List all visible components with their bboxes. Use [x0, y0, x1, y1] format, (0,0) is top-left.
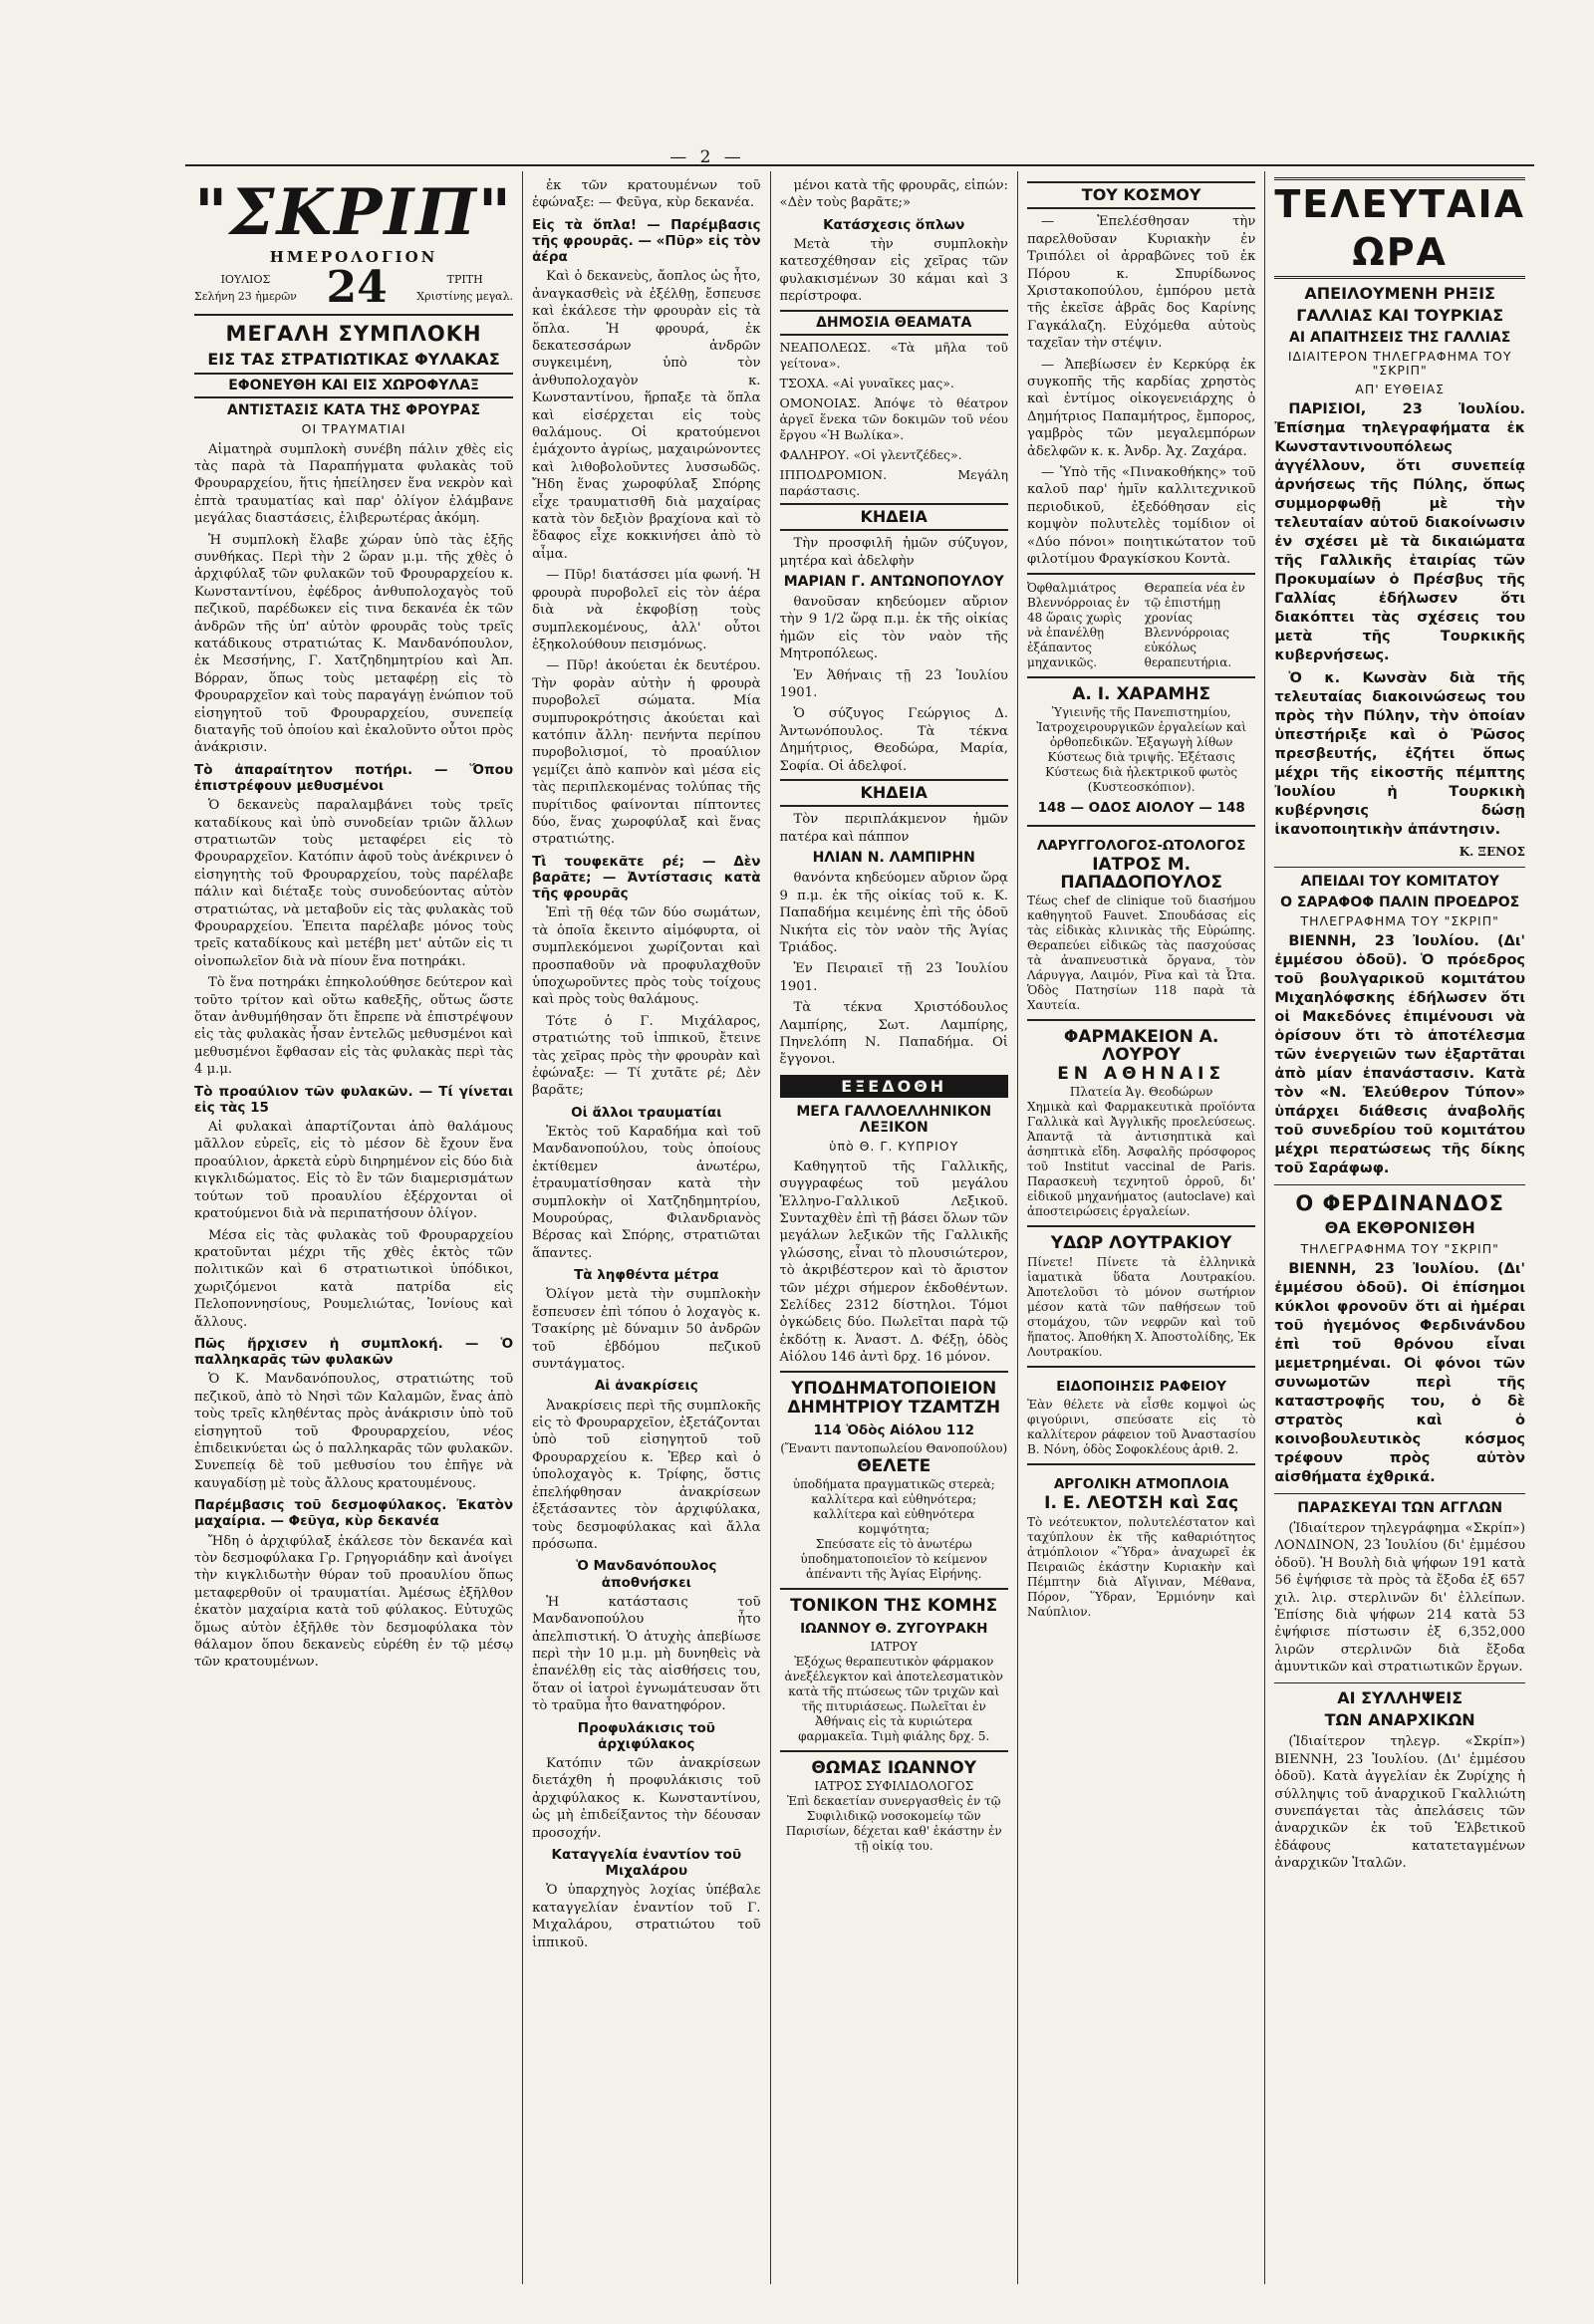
tailor-ad: [1027, 1366, 1255, 1463]
divider: [1274, 1184, 1525, 1185]
ent-doctor-ad: [1027, 825, 1255, 1019]
publication-text: Καθηγητοῦ τῆς Γαλλικῆς, συγγραφέως τοῦ μεγάλου Ἑλληνο-Γαλλικοῦ Λεξικοῦ. Συνταχθὲν ἐπὶ τῇ βάσει ὅλων τῶν μεγάλων λεξικῶν τῆς Γαλλικῆς γλώσσης, εἶναι τὸ πλουσιώτερον, τὸ ἀκριβέστερον καὶ τὸ ἄριστον τῶν μέχρι σήμερον ἐκδοθέντων. Σελίδες 2312 δίστηλοι. Τόμοι ὀγκώδεις δύο. Πωλεῖται παρὰ τῷ ἐκδότῃ κ. Ἀναστ. Δ. Φέξῃ, ὁδὸς Αἰόλου 146 ἀντὶ δρχ. 16 μόνον.: [779, 1159, 1008, 1366]
funeral-text: Τὴν προσφιλῆ ἡμῶν σύζυγον, μητέρα καὶ ἀδελφὴν: [779, 536, 1008, 569]
funeral-heading: ΚΗΔΕΙΑ: [780, 779, 1008, 807]
headline: ΤΗΛΕΓΡΑΦΗΜΑ ΤΟΥ "ΣΚΡΙΠ": [1300, 1240, 1499, 1256]
theatre-listing: ΙΠΠΟΔΡΟΜΙΟΝ. Μεγάλη παράστασις.: [779, 466, 1008, 498]
ad-body: Τὸ νεότευκτον, πολυτελέστατον καὶ ταχύπλουν ἐκ τῆς καθαριότητος ἀτμόπλοιον «Ὕδρα» ἀναχωρεῖ ἐκ Πειραιῶς ἑκάστην Κυριακὴν καὶ Πέμπτην διὰ Αἴγιναν, Μέθανα, Πόρον, Ὕδραν, Ἑρμιόνην καὶ Ναύπλιον.: [1026, 1514, 1256, 1619]
telegram-text: ΒΙΕΝΝΗ, 23 Ἰουλίου. (Δι' ἐμμέσου ὁδοῦ). Ὁ πρόεδρος τοῦ βουλγαρικοῦ κομιτάτου Μιχαηλόφσκης ἐδήλωσεν ὅτι οἱ Μακεδόνες ἐπιμένουσι νὰ ὁρίσουν ὅτι τὸ ἀποτέλεσμα τῶν ἐνεργειῶν των ἐξαρτᾶται ἀπὸ μίαν ἐπανάστασιν. Κατὰ τὸν «Ν. Ἐλεύθερον Τύπον» ὑπάρχει διάθεσις ἀναβολῆς τοῦ συνεδρίου τοῦ κομιτάτου μέχρι περατώσεως τῆς δίκης τοῦ Σαράφωφ.: [1274, 932, 1525, 1176]
headline: ΠΑΡΑΣΚΕΥΑΙ ΤΩΝ ΑΓΓΛΩΝ: [1297, 1499, 1503, 1516]
date-month: ΙΟΥΛΙΟΣ: [220, 273, 271, 286]
column-5: [1264, 171, 1534, 2284]
telegram-text: ΠΑΡΙΣΙΟΙ, 23 Ἰουλίου. Ἐπίσημα τηλεγραφήματα ἐκ Κωνσταντινουπόλεως ἀγγέλλουν, ὅτι συνεπείᾳ ἀρνήσεως τῆς Πύλης, ὅπως συμμορφωθῇ μὲ τὴν τελευταίαν αὐτοῦ διακοίνωσιν ἐν σχέσει μὲ τὰ δικαιώματα τῆς Γαλλικῆς ἑταιρίας τῶν Προκυμαίων ὁ Πρέσβυς τῆς Γαλλίας ἐδήλωσεν ὅτι διακόπτει τὰς σχέσεις του μετὰ τῆς Τουρκικῆς κυβερνήσεως.: [1274, 401, 1525, 663]
headline: Ο ΦΕΡΔΙΝΑΝΔΟΣ: [1295, 1190, 1505, 1215]
theatre-listing: ΟΜΟΝΟΙΑΣ. Ἀπόψε τὸ θέατρον ἀργεῖ ἕνεκα τῶν δοκιμῶν τοῦ νέου ἔργου «Ἡ Βωλίκα».: [779, 394, 1008, 442]
ad-body: Τέως chef de clinique τοῦ διασήμου καθηγητοῦ Fauvet. Σπουδάσας εἰς τὰς εἰδικὰς κλινικὰς τῆς Εὐρώπης. Θεραπεύει εἰδικῶς τὰς πασχούσας τὰ ἀναπνευστικὰ ὄργανα, τὸν Λάρυγγα, Λαιμόν, Ρῖνα καὶ τὰ Ὦτα. Ὁδὸς Πατησίων 118 παρὰ τὰ Χαυτεία.: [1026, 894, 1256, 1013]
water-ad: [1027, 1225, 1255, 1365]
headline: ΓΑΛΛΙΑΣ ΚΑΙ ΤΟΥΡΚΙΑΣ: [1296, 306, 1504, 326]
telegram-text: ΒΙΕΝΝΗ, 23 Ἰουλίου. (Δι' ἐμμέσου ὁδοῦ). Οἱ ἐπίσημοι κύκλοι φρονοῦν ὅτι αἱ ἡμέραι τοῦ ἡγεμόνος Φερδινάνδου ἐπὶ τοῦ θρόνου εἶναι μεμετρημέναι. Οἱ φόνοι τῶν συνωμοτῶν περὶ τῆς καταστροφῆς του, ὁ δὲ στρατὸς καὶ ὁ κοινοβουλευτικὸς κόσμος τρέφουν πρὸς αὐτὸν αἰσθήματα ἐχθρικά.: [1274, 1260, 1525, 1485]
ad-title: ΛΑΡΥΓΓΟΛΟΓΟΣ-ΩΤΟΛΟΓΟΣ: [1036, 838, 1246, 855]
article-paragraph: Ἡ κατάστασις τοῦ Μανδανοπούλου ἦτο ἀπελπιστική. Ὁ ἀτυχὴς ἀπεβίωσε περὶ τὴν 10 μ.μ. μὴ δυνηθεὶς νὰ ἐπανέλθῃ εἰς τὰς αἰσθήσεις του, ὅταν οἱ ἰατροὶ ἐγνωμάτευσαν ὅτι τὸ τραῦμα ἦτο θανατηφόρον.: [532, 1594, 761, 1714]
world-news-item: — Ἀπεβίωσεν ἐν Κερκύρᾳ ἐκ συγκοπῆς τῆς καρδίας χρηστὸς καὶ ἐντίμος οἰκογενειάρχης ὁ Δημήτριος Παπαμήτρος, ἔμπορος, γαμβρὸς τῶν μεγαλεμπόρων ἀδελφῶν κ. κ. Ἀνδρ. Ἀχ. Ζαχάρα.: [1026, 357, 1256, 459]
author-signature: Κ. ΞΕΝΟΣ: [1459, 845, 1525, 859]
page-number: — 2 —: [669, 147, 745, 167]
article-paragraph: Ὁ ὑπαρχηγὸς λοχίας ὑπέβαλε καταγγελίαν ἐναντίον τοῦ Γ. Μιχαλάρου, στρατιώτου τοῦ ἱππικοῦ.: [532, 1883, 761, 1950]
ad-body: Χημικὰ καὶ Φαρμακευτικὰ προϊόντα Γαλλικὰ καὶ Ἀγγλικῆς προελεύσεως. Ἀπαντᾷ τὰ ἀντισηπτικὰ καὶ ἀσηπτικὰ εἴδη. Ἀσφαλῆς πρόσφορος τοῦ Institut vaccinal de Paris. Παρασκευὴ τεχνητοῦ ὀρροῦ, δι' εἰδικοῦ μηχανήματος (autoclave) καὶ ἀποστειρώσεις ἐργαλείων.: [1026, 1100, 1256, 1219]
article-subhead: Κατάσχεσις ὅπλων: [823, 216, 965, 233]
article-paragraph: Ἐπὶ τῇ θέᾳ τῶν δύο σωμάτων, τὰ ὁποῖα ἔκειντο αἱμόφυρτα, οἱ συμπλεκόμενοι χωρίζονται καὶ προσπαθοῦν νὰ προφυλαχθοῦν ὑποχωροῦντες πρὸς τοὺς τοίχους καὶ πρὸς τοὺς θαλάμους.: [532, 905, 761, 1008]
article-paragraph: Αἱ φυλακαὶ ἀπαρτίζονται ἀπὸ θαλάμους μᾶλλον εὐρεῖς, εἰς τὸ μέσον δὲ ἔχουν ἕνα προαύλιον, ἀρκετὰ εὐρὺ διηρημένον εἰς δύο διὰ κιγκλιδώματος. Εἰς τὸ ἓν τῶν διαμερισμάτων τούτων τοῦ προαυλίου ἐξέρχονται οἱ κρατούμενοι διὰ νὰ περιπατήσουν ὀλίγον.: [194, 1120, 514, 1222]
column-2: [522, 171, 769, 2284]
date-saint: Χριστίνης μεγαλ.: [416, 290, 514, 304]
headline: ΘΑ ΕΚΘΡΟΝΙΣΘΗ: [1324, 1218, 1475, 1238]
article-paragraph: μένοι κατὰ τῆς φρουρᾶς, εἰπών: «Δὲν τοὺς βαρᾶτε;»: [779, 178, 1008, 211]
article-paragraph: Μέσα εἰς τὰς φυλακὰς τοῦ Φρουραρχείου κρατοῦνται μέχρι τῆς χθὲς ἐκτὸς τῶν πολιτικῶν καὶ 6 στρατιωτικοὶ ὑπόδικοι, χωριζόμενοι κατὰ πατρίδα εἰς Πελοποννησίους, Ρουμελιώτας, Ἰονίους καὶ ἄλλους.: [194, 1227, 514, 1330]
date-weekday: ΤΡΙΤΗ: [446, 273, 483, 286]
funeral-text: Ὁ σύζυγος Γεώργιος Δ. Ἀντωνόπουλος. Τὰ τέκνα Δημήτριος, Θεοδώρα, Μαρία, Σοφία. Οἱ ἀδελφοί.: [779, 706, 1008, 774]
funeral-text: Τὸν περιπλάκμενον ἡμῶν πατέρα καὶ πάππον: [779, 812, 1008, 845]
theatre-listing: ΤΣΟΧΑ. «Αἱ γυναῖκες μας».: [779, 375, 954, 390]
article-subhead: Τὶ τουφεκᾶτε ρέ; — Δὲν βαρᾶτε; — Ἀντίστασις κατὰ τῆς φρουρᾶς: [532, 853, 761, 903]
theatre-listing: ΦΑΛΗΡΟΥ. «Οἱ γλεντζέδες».: [779, 446, 962, 462]
headline: ΑΙ ΑΠΑΙΤΗΣΕΙΣ ΤΗΣ ΓΑΛΛΙΑΣ: [1289, 329, 1511, 346]
ad-name: Ι. Ε. ΛΕΟΤΣΗ καὶ Σας: [1044, 1493, 1239, 1514]
article-subhead: Εἰς τὰ ὅπλα! — Παρέμβασις τῆς φρουρᾶς. — «Πῦρ» εἰς τὸν ἀέρα: [532, 216, 761, 266]
hair-tonic-ad: [780, 1588, 1008, 1750]
masthead-title: "ΣΚΡΙΠ": [194, 175, 514, 250]
dateline: [194, 262, 514, 314]
ad-name: ΙΩΑΝΝΟΥ Θ. ΖΥΓΟΥΡΑΚΗ: [800, 1620, 988, 1637]
date-day-number: 24: [326, 262, 388, 314]
publication-banner: ΕΞΕΔΟΘΗ: [780, 1075, 1008, 1098]
ad-line: ὑποδήματα πραγματικῶς στερεὰ;: [792, 1477, 995, 1492]
headline: ΑΙ ΣΥΛΛΗΨΕΙΣ: [1337, 1687, 1463, 1707]
column-1: [185, 171, 522, 2284]
article-paragraph: Ὁ Κ. Μανδανόπουλος, στρατιώτης τοῦ πεζικοῦ, ἀπὸ τὸ Νησὶ τῶν Καλαμῶν, ἔνας ἀπὸ τοὺς τρεῖς κληθέντας πρὸς ἀνάκρισιν ὑπὸ τοῦ εἰσηγητοῦ τοῦ Φρουραρχείου, νέος ἐπιδεικνύεται ὡς ὁ παλληκαρᾶς τῶν φυλακῶν. Συνεπείᾳ δὲ τοῦ μεθυσίου του ἐπῆγε νὰ καυγαδίσῃ μὲ τοὺς ἄλλους κρατουμένους.: [194, 1372, 514, 1491]
headline: ΤΗΛΕΓΡΑΦΗΜΑ ΤΟΥ "ΣΚΡΙΠ": [1300, 912, 1499, 928]
article-paragraph: Τότε ὁ Γ. Μιχάλαρος, στρατιώτης τοῦ ἱππικοῦ, ἔτεινε τὰς χεῖρας πρὸς τὴν φρουρὰν καὶ ἐφώναξε: — Τί χυτᾶτε ρέ; Δὲν βαρᾶτε;: [532, 1013, 761, 1099]
divider: [1274, 1682, 1525, 1683]
article-subhead: Αἱ ἀνακρίσεις: [594, 1378, 698, 1395]
funeral-text: θανοῦσαν κηδεύομεν αὔριον τὴν 9 1/2 ὥρᾳ π.μ. ἐκ τῆς οἰκίας ἡμῶν εἰς τὸν ναὸν τῆς Μητροπόλεως.: [779, 595, 1008, 662]
ad-name: ΘΩΜΑΣ ΙΩΑΝΝΟΥ: [811, 1757, 977, 1778]
column-3: [770, 171, 1017, 2284]
ad-name: Α. Ι. ΧΑΡΑΜΗΣ: [1072, 683, 1211, 704]
ad-subtitle: (Ἔναντι παντοπωλείου Θανοπούλου): [780, 1440, 1008, 1455]
ad-line: Σπεύσατε εἰς τὸ ἀνωτέρω ὑποδηματοποιεῖον τὸ κείμενον ἀπέναντι τῆς Ἁγίας Εἰρήνης.: [800, 1537, 988, 1582]
headline: ΑΠΕΙΔΑΙ ΤΟΥ ΚΟΜΙΤΑΤΟΥ: [1300, 874, 1499, 891]
ad-body: Πίνετε! Πίνετε τὰ ἑλληνικὰ ἰαματικὰ ὕδατα Λουτρακίου. Ἀποτελοῦσι τὸ μόνον σωτήριον μέσον κατὰ τῶν παθήσεων τοῦ στομάχου, τῶν νεφρῶν καὶ τοῦ ἥπατος. Ἀποθήκη Χ. Ἀποστολίδης, Ἐκ Λουτρακίου.: [1026, 1254, 1256, 1359]
article-paragraph: — Πῦρ! ἀκούεται ἐκ δευτέρου. Τὴν φορὰν αὐτὴν ἡ φρουρὰ πυροβολεῖ σώματα. Μία συμπυροκρότησις ἀκούεται καὶ κατόπιν ἄλλη· πενήντα περίπου πυροβολισμοί, τὸ προαύλιον γεμίζει ἀπὸ καπνὸν καὶ μέσα εἰς τὰς περιπλεκομένας τολύπας τῆς πυρίτιδος φαίνονται πίπτοντες δύο, ἕνας χωροφύλαξ καὶ ἕνας στρατιώτης.: [532, 658, 761, 848]
headline-sub-3: ΑΝΤΙΣΤΑΣΙΣ ΚΑΤΑ ΤΗΣ ΦΡΟΥΡΑΣ: [227, 402, 481, 419]
ad-callout: ΘΕΛΕΤΕ: [857, 1455, 931, 1476]
theatre-listing: ΝΕΑΠΟΛΕΩΣ. «Τὰ μῆλα τοῦ γείτονα».: [779, 339, 1008, 371]
ad-body: Ὀφθαλμιάτρος Βλεννόρροιας ἐν 48 ὥραις χωρὶς νὰ ἐπανέλθῃ ἐξάπαντος μηχανικῶς.: [1026, 580, 1130, 669]
last-hour-title: ΤΕΛΕΥΤΑΙΑ ΩΡΑ: [1274, 177, 1525, 279]
article-paragraph: Ἐκτὸς τοῦ Καραδήμα καὶ τοῦ Μανδανοπούλου, τοὺς ὁποίους ἐκτίθεμεν ἀνωτέρω, ἐτραυματίσθησαν κατὰ τὴν συμπλοκὴν οἱ Χατζηδημητρίου, Μουρούρας, Φιλανδριανὸς Βέρσας καὶ Σπόρης, στρατιῶται ἅπαντες.: [532, 1125, 761, 1261]
headline: ΙΔΙΑΙΤΕΡΟΝ ΤΗΛΕΓΡΑΦΗΜΑ ΤΟΥ "ΣΚΡΙΠ": [1287, 348, 1512, 379]
ad-city: ΕΝ ΑΘΗΝΑΙΣ: [1057, 1063, 1226, 1084]
ad-body: Ἐξόχως θεραπευτικὸν φάρμακον ἀνεξέλεγκτον καὶ ἀποτελεσματικὸν κατὰ τῆς πτώσεως τῶν τριχῶν καὶ τῆς πιτυριάσεως. Πωλεῖται ἐν Ἀθήναις εἰς τὰ κυριώτερα φαρμακεῖα. Τιμὴ φιάλης δρχ. 5.: [784, 1654, 1003, 1743]
ad-line: καλλίτερα καὶ εὐθηνότερα κομψότητα;: [813, 1507, 975, 1537]
headline: ΤΩΝ ΑΝΑΡΧΙΚΩΝ: [1324, 1710, 1475, 1730]
doctor-ad: [780, 1750, 1008, 1860]
ad-subtitle: ΙΑΤΡΟΥ: [870, 1639, 918, 1654]
ad-address: 114 Ὁδὸς Αἰόλου 112: [813, 1421, 974, 1438]
oculist-ad: [1027, 573, 1255, 676]
article-paragraph: Τὸ ἕνα ποτηράκι ἐπηκολούθησε δεύτερον καὶ τοῦτο τρίτον καὶ οὕτω καθεξῆς, οὕτως ὥστε ὅταν ἀνθυμήθησαν ὅτι ἔπρεπε νὰ ἐπιστρέψουν εἰς τὰς φυλακὰς ἦσαν ἐντελῶς μεθυσμένοι καὶ μεθυσμένοι ἔφθασαν εἰς τὰς φυλακὰς περὶ τὰς 4 μ.μ.: [194, 975, 514, 1078]
article-paragraph: Κατόπιν τῶν ἀνακρίσεων διετάχθη ἡ προφυλάκισις τοῦ ἀρχιφύλακος κ. Κωνσταντίνου, ὡς μὴ ἐπιδείξαντος τὴν δέουσαν προσοχήν.: [532, 1755, 761, 1841]
headline-sub-2: ΕΦΟΝΕΥΘΗ ΚΑΙ ΕΙΣ ΧΩΡΟΦΥΛΑΞ: [194, 373, 513, 398]
funeral-heading: ΚΗΔΕΙΑ: [780, 503, 1008, 531]
ad-name: ΙΑΤΡΟΣ Μ. ΠΑΠΑΔΟΠΟΥΛΟΣ: [1060, 855, 1222, 893]
headline: ΑΠΕΙΛΟΥΜΕΝΗ ΡΗΞΙΣ: [1304, 284, 1495, 303]
shipping-ad: [1027, 1463, 1255, 1626]
funeral-name: ΗΛΙΑΝ Ν. ΛΑΜΠΙΡΗΝ: [812, 850, 975, 867]
ad-body: Θεραπεία νέα ἐν τῷ ἐπιστήμῃ χρονίας Βλεννόρροιας εὐκόλως θεραπευτήρια.: [1144, 580, 1245, 669]
article-paragraph: Ὀλίγον μετὰ τὴν συμπλοκὴν ἔσπευσεν ἐπὶ τόπου ὁ λοχαγὸς κ. Τσακίρης μὲ δύναμιν 50 ἀνδρῶν τοῦ ἑβδόμου πεζικοῦ συντάγματος.: [532, 1287, 761, 1373]
world-news-item: — Ὑπὸ τῆς «Πινακοθήκης» τοῦ καλοῦ παρ' ἡμῖν καλλιτεχνικοῦ περιοδικοῦ, ἐξεδόθησαν εἰς κομψὸν πολυτελὲς τομίδιον οἱ «Δύο πόνοι» ποιητικώτατον τοῦ φιλοτίμου Φραγκίσκου Κοντὰ.: [1026, 465, 1256, 568]
telegram-text: (Ἰδιαίτερον τηλεγράφημα «Σκρίπ») ΛΟΝΔΙΝΟΝ, 23 Ἰουλίου (δι' ἐμμέσου ὁδοῦ). Ἡ Βουλὴ διὰ ψήφων 191 κατὰ 56 ἐψήφισε τὰ πρὸς τὰ ἔξοδα ἐξ 657 χιλ. λιρ. στερλινῶν δι' ἐλλείπων. Ἐπίσης διὰ ψήφων 214 κατὰ 53 ἐψήφισε πίστωσιν ἐξ 6,352,000 λιρῶν στερλινῶν διὰ ἔξοδα ἀμυντικῶν καὶ στρατιωτικῶν ἔργων.: [1274, 1520, 1525, 1676]
article-subhead: Τὸ προαύλιον τῶν φυλακῶν. — Τί γίνεται εἰς τὰς 15: [194, 1083, 514, 1116]
article-subhead: Προφυλάκισις τοῦ ἀρχιφύλακος: [577, 1719, 715, 1752]
world-news-item: — Ἐπελέσθησαν τὴν παρελθοῦσαν Κυριακὴν ἐν Τριπόλει οἱ ἀρραβῶνες τοῦ ἐκ Πόρου κ. Σπυρίδωνος Χριστακοπούλου, ἐμπόρου μετὰ τῆς ἐκεῖσε ἀβρᾶς δος Καρίνης Γαγκάλαζη. Εὐχόμεθα αὐτοὺς ταχεῖαν τὴν στέψιν.: [1026, 214, 1256, 352]
surgeon-ad: [1027, 676, 1255, 826]
ad-title: ΤΟΝΙΚΟΝ ΤΗΣ ΚΟΜΗΣ: [790, 1596, 998, 1617]
article-paragraph: Ἀνακρίσεις περὶ τῆς συμπλοκῆς εἰς τὸ Φρουραρχεῖον, ἐξετάζονται ὑπὸ τοῦ εἰσηγητοῦ τοῦ Φρουραρχείου κ. Ἐβερ καὶ ὁ ὑπολοχαγὸς κ. Τρίφης, ὅστις ἐπελήφθησαν ἀνακρίσεων ἐξετάσαντες τὸν ἀρχιφύλακα, τοὺς δεσμοφύλακας καὶ ἄλλα πρόσωπα.: [532, 1398, 761, 1552]
ad-subtitle: ΙΑΤΡΟΣ ΣΥΦΙΛΙΔΟΛΟΓΟΣ: [814, 1779, 974, 1794]
ad-body: Ὑγιεινῆς τῆς Πανεπιστημίου, Ἰατροχειρουργικῶν ἐργαλείων καὶ ὀρθοπεδικῶν. Ἐξαγωγὴ λίθων Κύστεως διὰ τριψῆς. Ἐξέτασις Κύστεως διὰ ἠλεκτρικοῦ φωτὸς (Κυστεοσκόπιον).: [1036, 704, 1247, 794]
publication-title: ΜΕΓΑ ΓΑΛΛΟΕΛΛΗΝΙΚΟΝ ΛΕΞΙΚΟΝ: [796, 1104, 992, 1137]
divider: [1274, 1493, 1525, 1494]
article-paragraph: Καὶ ὁ δεκανεὺς, ἄοπλος ὡς ἦτο, ἀναγκασθεὶς νὰ ἐξέλθῃ, ἔσπευσε καὶ ἐκάλεσε τὴν φρουρὰν εἰς τὰ ὅπλα. Ἡ φρουρά, ἐκ δεκατεσσάρων ἀνδρῶν συγκειμένη, ὑπὸ τὸν ἀνθυπολοχαγὸν κ. Κωνσταντίνου, ἥρπαξε τὰ ὅπλα καὶ εἰσέρχεται εἰς τοὺς θαλάμους. Οἱ κρατούμενοι ἐμάχοντο ἀγρίως, μαχαιρώνοντες καὶ λιθοβολοῦντες λυσσωδῶς. Ἤδη ἕνας χωροφύλαξ Σπόρης εἶχε τραυματισθῆ διὰ μαχαίρας κατὰ τὸν δεξιὸν βραχίονα καὶ τὸ ἔδαφος εἶχε κοκκινήσει ἀπὸ τὸ αἷμα.: [532, 269, 761, 562]
headline-sub-1: ΕΙΣ ΤΑΣ ΣΤΡΑΤΙΩΤΙΚΑΣ ΦΥΛΑΚΑΣ: [207, 349, 500, 369]
telegram-text: Ὁ κ. Κωνσὰν διὰ τῆς τελευταίας διακοινώσεως του πρὸς τὴν Πύλην, τὴν ὁποίαν ὑπεστήριξε καὶ ὁ Ῥῶσος πρεσβευτής, ἐζήτει ὅπως μέχρι τῆς εἰκοστῆς πέμπτης Ἰουλίου ἡ Τουρκικὴ κυβέρνησις δώσῃ ἱκανοποιητικὴν ἀπάντησιν.: [1274, 670, 1525, 838]
world-news-heading: ΤΟΥ ΚΟΣΜΟΥ: [1027, 181, 1255, 209]
theatre-heading: ΔΗΜΟΣΙΑ ΘΕΑΜΑΤΑ: [780, 310, 1008, 336]
ad-title: ΕΙΔΟΠΟΙΗΣΙΣ ΡΑΦΕΙΟΥ: [1056, 1378, 1227, 1395]
publication-author: ὑπὸ Θ. Γ. ΚΥΠΡΙΟΥ: [829, 1139, 959, 1155]
pharmacy-ad: [1027, 1019, 1255, 1225]
article-paragraph: Ὁ δεκανεὺς παραλαμβάνει τοὺς τρεῖς καταδίκους καὶ ὑπὸ συνοδείαν τριῶν ἄλλων στρατιωτῶν τοὺς μεταφέρει εἰς τὸ Φρουραρχεῖον. Κατόπιν ἀφοῦ τοὺς ἀνέκρινεν ὁ εἰσηγητὴς τοῦ Φρουραρχείου, τοὺς παρέλαβε πάλιν καὶ διέταξε τοὺς συνοδεύοντας αὐτὸν στρατιώτας, νὰ μεταβοῦν εἰς τὰς φυλακὰς τοῦ Φρουραρχείου. Ἐπειτα παρέλαβε μόνος τοὺς τρεῖς καταδίκους καὶ μετέβη μετ' αὐτῶν εἰς τι οἰνοπωλεῖον διὰ νὰ πίουν ἕνα ποτηράκι.: [194, 798, 514, 969]
masthead-subtitle: ΗΜΕΡΟΛΟΓΙΟΝ: [269, 248, 438, 266]
ad-body: Ἐὰν θέλετε νὰ εἶσθε κομψοὶ ὡς φιγούρινι, σπεύσατε εἰς τὸ καλλίτερον ράφειον τοῦ Ἀναστασίου Β. Νόνη, ὁδὸς Σοφοκλέους ἀριθ. 2.: [1026, 1397, 1256, 1456]
top-rule: [185, 164, 1534, 166]
funeral-text: θανόντα κηδεύομεν αὔριον ὥρᾳ 9 π.μ. ἐκ τῆς οἰκίας τοῦ κ. Κ. Παπαδήμα κειμένης ἐπὶ τῆς ὁδοῦ Νικήτα εἰς τὸν ναὸν τῆς Ἁγίας Τριάδος.: [779, 871, 1008, 955]
shoe-shop-ad: [780, 1371, 1008, 1588]
newspaper-page: [185, 171, 1534, 2284]
article-paragraph: ἐκ τῶν κρατουμένων τοῦ ἐφώναξε: — Φεῦγα, κὺρ δεκανέα.: [532, 178, 761, 211]
article-subhead: Τὸ ἀπαραίτητον ποτήρι. — Ὅπου ἐπιστρέφουν μεθυσμένοι: [194, 761, 514, 794]
article-paragraph: Ἡ συμπλοκὴ ἔλαβε χώραν ὑπὸ τὰς ἑξῆς συνθήκας. Περὶ τὴν 2 ὥραν μ.μ. τῆς χθὲς ὁ ἀρχιφύλαξ τῶν φυλακῶν τοῦ Φρουραρχείου κ. Κωνσταντίνου, ἐφέδρος ἀνθυπολοχαγὸς τοῦ πεζικοῦ, παρέδωκεν εἰς τινα δεκανέα ἐκ τῶν ἀνδρῶν τῆς ὑπ' αὐτὸν φρουρᾶς τοὺς τρεῖς κατάδικους στρατιώτας Κ. Μανδανόπουλον, ἐκ Μεσσήνης, Γ. Χατζηδημητρίου καὶ Ἀπ. Βόρραν, ὅπως τοὺς μεταφέρῃ εἰς τὸ Φρουραρχεῖον καὶ τοὺς παραγάγῃ ἐνώπιον τοῦ εἰσηγητοῦ τοῦ Φρουραρχείου, συνεπείᾳ διαταγῆς τοῦ ὁποίου καὶ ἐκαλοῦντο οὗτοι πρὸς ἀνάκρισιν.: [194, 532, 514, 756]
ad-body: Ἐπὶ δεκαετίαν συνεργασθεὶς ἐν τῷ Συφιλιδικῷ νοσοκομείῳ τῶν Παρισίων, δέχεται καθ' ἑκάστην ἐν τῇ οἰκίᾳ του.: [785, 1794, 1002, 1854]
article-subhead: Παρέμβασις τοῦ δεσμοφύλακος. Ἐκατὸν μαχαίρια. — Φεῦγα, κὺρ δεκανέα: [194, 1497, 514, 1530]
masthead: [194, 177, 513, 316]
article-subhead: Πῶς ἤρχισεν ἡ συμπλοκή. — Ὁ παλληκαρᾶς τῶν φυλακῶν: [194, 1335, 514, 1369]
article-subhead: Τὰ ληφθέντα μέτρα: [574, 1267, 719, 1284]
divider: [1274, 867, 1525, 868]
article-paragraph: Ἤδη ὁ ἀρχιφύλαξ ἐκάλεσε τὸν δεκανέα καὶ τὸν δεσμοφύλακα Γρ. Γρηγοριάδην καὶ ἀνοίγει τὴν κιγκλιδωτὴν θύραν τοῦ προαυλίου ὅπως μεταφερθοῦν οἱ τραυματίαι. Ἀμέσως ἐξῆλθον ἐκατὸν μαχαίρια κατὰ τοῦ φύλακος. Εὐτυχῶς ὅμως αὐτὸν ἐξῆλθε τὸν δεσμοφύλακα τὸν θάλαμον ὅπου δεκανεὺς εὑρέθη ἐν τῷ μέσῳ τῶν κρατουμένων.: [194, 1533, 514, 1671]
funeral-name: ΜΑΡΙΑΝ Γ. ΑΝΤΩΝΟΠΟΥΛΟΥ: [783, 573, 1004, 590]
article-subhead: Οἱ ἄλλοι τραυματίαι: [571, 1104, 722, 1121]
ad-title: ΥΔΩΡ ΛΟΥΤΡΑΚΙΟΥ: [1050, 1233, 1232, 1254]
ad-title: ΥΠΟΔΗΜΑΤΟΠΟΙΕΙΟΝ: [791, 1378, 997, 1399]
funeral-text: Τὰ τέκνα Χριστόδουλος Λαμπίρης, Σωτ. Λαμπίρης, Πηνελόπη Ν. Παπαδήμα. Οἱ ἔγγονοι.: [779, 1000, 1008, 1068]
ad-title: ΑΡΓΟΛΙΚΗ ΑΤΜΟΠΛΟΙΑ: [1053, 1475, 1229, 1492]
column-4: [1017, 171, 1264, 2284]
article-subhead: Καταγγελία ἐναντίον τοῦ Μιχαλάρου: [551, 1846, 742, 1880]
article-paragraph: Αἱματηρὰ συμπλοκὴ συνέβη πάλιν χθὲς εἰς τὰς παρὰ τὰ Παραπήγματα φυλακὰς τοῦ Φρουραρχείου, ἥτις ἠπείλησεν ἕνα νεκρὸν καὶ ἑπτὰ τραυματίας καὶ παρ' ὀλίγον ἐλάμβανε μεγάλας διαστάσεις, ἐλιβερωτέρας ἀκόμη.: [194, 441, 514, 527]
date-moon: Σελήνη 23 ἡμερῶν: [194, 290, 297, 304]
article-paragraph: Μετὰ τὴν συμπλοκὴν κατεσχέθησαν εἰς χεῖρας τῶν φυλακισμένων 30 κάμαι καὶ 3 περίστροφα.: [779, 237, 1008, 305]
telegram-text: (Ἰδιαίτερον τηλεγρ. «Σκρίπ») ΒΙΕΝΝΗ, 23 Ἰουλίου. (Δι' ἐμμέσου ὁδοῦ). Κατὰ ἀγγελίαν ἐκ Ζυρίχης ἡ σύλληψις τοῦ ἀναρχικοῦ Γκαλλιώτη συνεπάγεται τὰς ἀπελάσεις τῶν ἀναρχικῶν ἐκ τοῦ Ἑλβετικοῦ ἐδάφους κατατεταγμένων ἀναρχικῶν Ἰταλῶν.: [1274, 1734, 1525, 1872]
ad-name: ΔΗΜΗΤΡΙΟΥ ΤΖΑΜΤΖΗ: [787, 1398, 1001, 1419]
ad-line: καλλίτερα καὶ εὐθηνότερα;: [811, 1492, 977, 1507]
ad-address: 148 — ΟΔΟΣ ΑΙΟΛΟΥ — 148: [1037, 799, 1245, 816]
funeral-date: Ἐν Ἀθήναις τῇ 23 Ἰουλίου 1901.: [779, 667, 1008, 701]
article-paragraph: — Πῦρ! διατάσσει μία φωνή. Ἡ φρουρὰ πυροβολεῖ εἰς τὸν ἀέρα διὰ νὰ ἐκφοβίσῃ τοὺς συμπλεκομένους, ἀλλ' οὗτοι ἐξηκολούθουν πεισμόνως.: [532, 568, 761, 652]
ad-title: ΦΑΡΜΑΚΕΙΟΝ Α. ΛΟΥΡΟΥ: [1063, 1027, 1219, 1065]
article-subhead: Ὁ Μανδανόπουλος ἀποθνήσκει: [576, 1558, 717, 1591]
headline: Ο ΣΑΡΑΦΟΦ ΠΑΛΙΝ ΠΡΟΕΔΡΟΣ: [1280, 894, 1520, 910]
headline: ΑΠ' ΕΥΘΕΙΑΣ: [1355, 381, 1446, 396]
headline-sub-4: ΟΙ ΤΡΑΥΜΑΤΙΑΙ: [301, 421, 406, 437]
ad-subtitle: Πλατεία Ἁγ. Θεοδώρων: [1069, 1085, 1213, 1100]
headline-main: ΜΕΓΑΛΗ ΣΥΜΠΛΟΚΗ: [225, 322, 482, 347]
funeral-date: Ἐν Πειραιεῖ τῇ 23 Ἰουλίου 1901.: [779, 961, 1008, 994]
